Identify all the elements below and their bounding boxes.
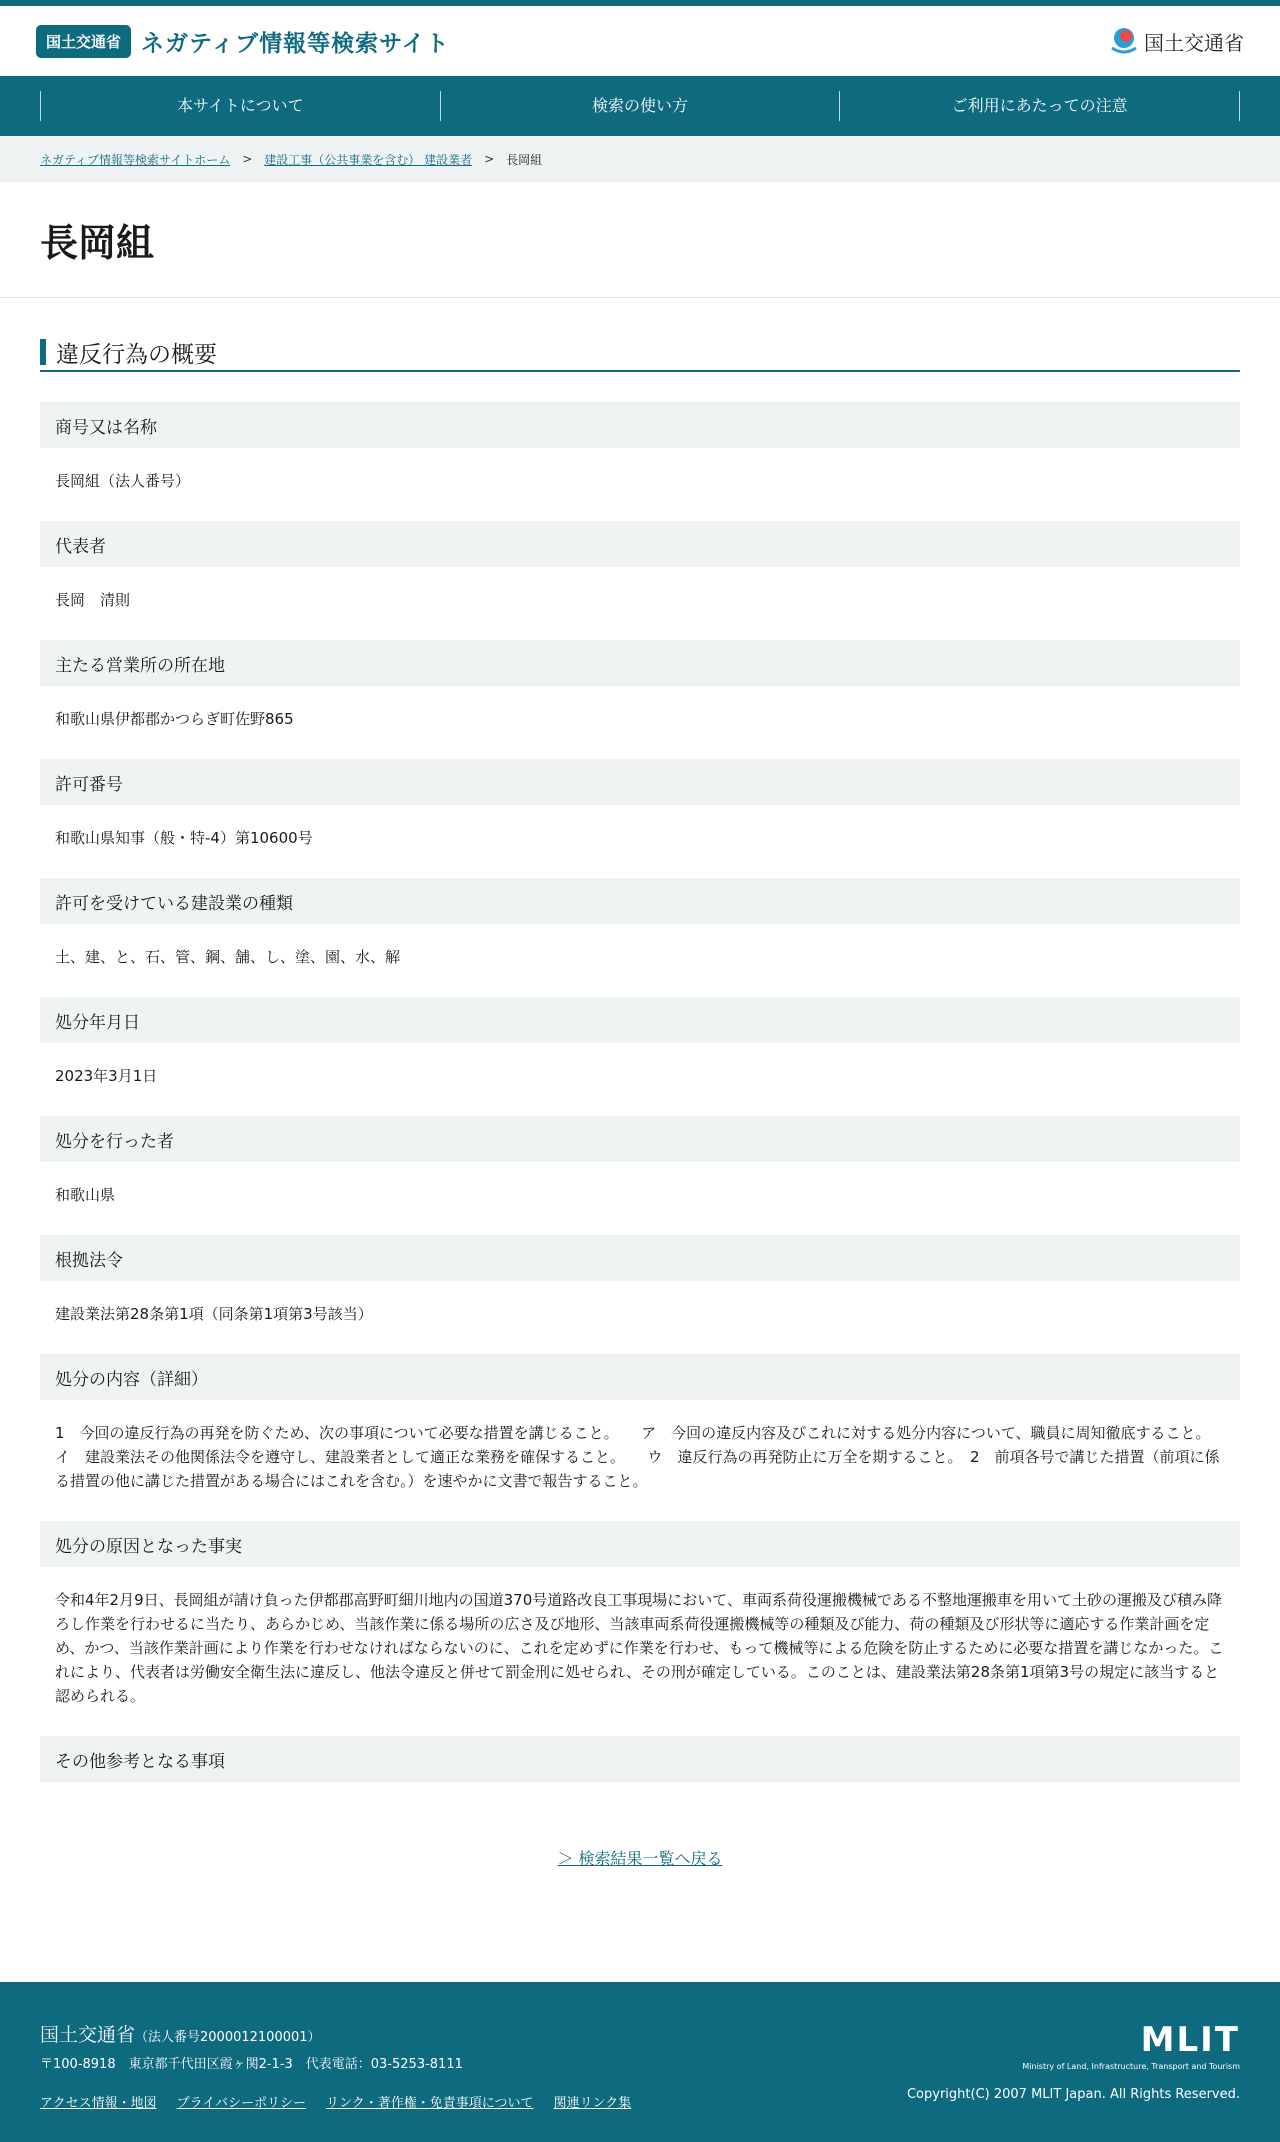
- ministry-logo-text: 国土交通省: [1144, 30, 1244, 55]
- field-value-disposition-date: 2023年3月1日: [55, 1067, 158, 1085]
- field-value-disposing-authority: 和歌山県: [55, 1186, 116, 1204]
- ministry-badge: 国土交通省: [36, 25, 131, 58]
- back-link-wrap: [40, 1846, 1240, 1869]
- nav-how-to-search[interactable]: 検索の使い方: [440, 91, 840, 121]
- breadcrumb-home[interactable]: ネガティブ情報等検索サイトホーム: [40, 152, 231, 167]
- site-brand[interactable]: [36, 25, 450, 58]
- footer-logo-subtitle: Ministry of Land, Infrastructure, Transport and Tourism: [1022, 2062, 1240, 2071]
- section-heading-bar: [40, 339, 46, 365]
- breadcrumb-category[interactable]: 建設工事（公共事業を含む） 建設業者: [264, 152, 473, 167]
- footer-logo-text: MLIT: [1140, 2020, 1240, 2060]
- page-title-area: [0, 182, 1280, 298]
- field-value-license-number: 和歌山県知事（般・特-4）第10600号: [55, 829, 313, 847]
- section-heading: [40, 334, 1240, 372]
- field-value-office-address: 和歌山県伊都郡かつらぎ町佐野865: [55, 710, 294, 728]
- field-value-license-types: 土、建、と、石、管、鋼、舗、し、塗、園、水、解: [55, 948, 401, 966]
- violation-details: [40, 402, 1240, 1782]
- field-value-disposition-details: 1 今回の違反行為の再発を防ぐため、次の事項について必要な措置を講じること。 ア 今回の違反内容及びこれに対する処分内容について、職員に周知徹底すること。 イ 建設業法その他関係法令を遵守し、建設業者として適正な業務を確保すること。 ウ 違反行為の再発防止に万全を期すること。 2 前項各号で講じた措置（前項に係る措置の他に講じた措置がある場合にはこれを含む。）を速やかに文書で報告すること。: [55, 1424, 1234, 1490]
- breadcrumb-current: 長岡組: [506, 152, 543, 167]
- section-title: 違反行為の概要: [56, 341, 217, 368]
- field-label-representative: 代表者: [40, 521, 1240, 567]
- field-value-company-name: 長岡組（法人番号）: [55, 472, 191, 490]
- global-nav: [0, 76, 1280, 136]
- mlit-emblem-icon: [1110, 26, 1138, 56]
- site-header: [0, 6, 1280, 76]
- breadcrumb: [0, 136, 1280, 182]
- breadcrumb-separator: >: [484, 152, 495, 166]
- field-label-disposition-date: 処分年月日: [40, 997, 1240, 1043]
- footer-address: 〒100-8918 東京都千代田区霞ヶ関2-1-3 代表電話：03-5253-8111: [40, 2057, 463, 2072]
- page-title: 長岡組: [40, 221, 155, 265]
- site-footer: [0, 1982, 1280, 2142]
- nav-about-site[interactable]: 本サイトについて: [40, 91, 440, 121]
- field-label-legal-basis: 根拠法令: [40, 1235, 1240, 1281]
- breadcrumb-separator: >: [242, 152, 253, 166]
- footer-link-privacy[interactable]: プライバシーポリシー: [176, 2096, 306, 2111]
- field-value-legal-basis: 建設業法第28条第1項（同条第1項第3号該当）: [55, 1305, 373, 1323]
- footer-copyright: Copyright(C) 2007 MLIT Japan. All Rights Reserved.: [906, 2087, 1240, 2102]
- footer-link-copyright[interactable]: リンク・著作権・免責事項について: [325, 2096, 534, 2111]
- footer-org-name: 国土交通省: [40, 2024, 136, 2046]
- field-label-disposition-details: 処分の内容（詳細）: [40, 1354, 1240, 1400]
- main-content: [0, 334, 1280, 1869]
- back-to-results-link[interactable]: ＞ 検索結果一覧へ戻る: [557, 1849, 723, 1868]
- field-label-license-types: 許可を受けている建設業の種類: [40, 878, 1240, 924]
- field-label-cause-facts: 処分の原因となった事実: [40, 1521, 1240, 1567]
- field-label-other-notes: その他参考となる事項: [40, 1736, 1240, 1782]
- field-label-disposing-authority: 処分を行った者: [40, 1116, 1240, 1162]
- site-title: ネガティブ情報等検索サイト: [141, 30, 450, 57]
- field-label-office-address: 主たる営業所の所在地: [40, 640, 1240, 686]
- field-label-license-number: 許可番号: [40, 759, 1240, 805]
- field-value-cause-facts: 令和4年2月9日、長岡組が請け負った伊都郡高野町細川地内の国道370号道路改良工事現場において、車両系荷役運搬機械である不整地運搬車を用いて土砂の運搬及び積み降ろし作業を行わせるに当たり、あらかじめ、当該作業に係る場所の広さ及び地形、当該車両系荷役運搬機械等の種類及び能力、荷の種類及び形状等に適応する作業計画を定め、かつ、当該作業計画により作業を行わせなければならないのに、これを定めずに作業を行わせ、もって機械等による危険を防止するために必要な措置を講じなかった。これにより、代表者は労働安全衛生法に違反し、他法令違反と併せて罰金刑に処せられ、その刑が確定している。このことは、建設業法第28条第1項第3号の規定に該当すると認められる。: [55, 1591, 1224, 1705]
- ministry-logo[interactable]: [1110, 26, 1244, 56]
- field-value-representative: 長岡 清則: [55, 591, 131, 609]
- footer-link-access[interactable]: アクセス情報・地図: [40, 2096, 157, 2111]
- footer-link-related[interactable]: 関連リンク集: [553, 2096, 632, 2111]
- footer-mlit-logo: [1022, 2020, 1240, 2071]
- nav-usage-notes[interactable]: ご利用にあたっての注意: [839, 91, 1240, 121]
- footer-corp-number: （法人番号2000012100001）: [135, 2030, 321, 2045]
- field-label-company-name: 商号又は名称: [40, 402, 1240, 448]
